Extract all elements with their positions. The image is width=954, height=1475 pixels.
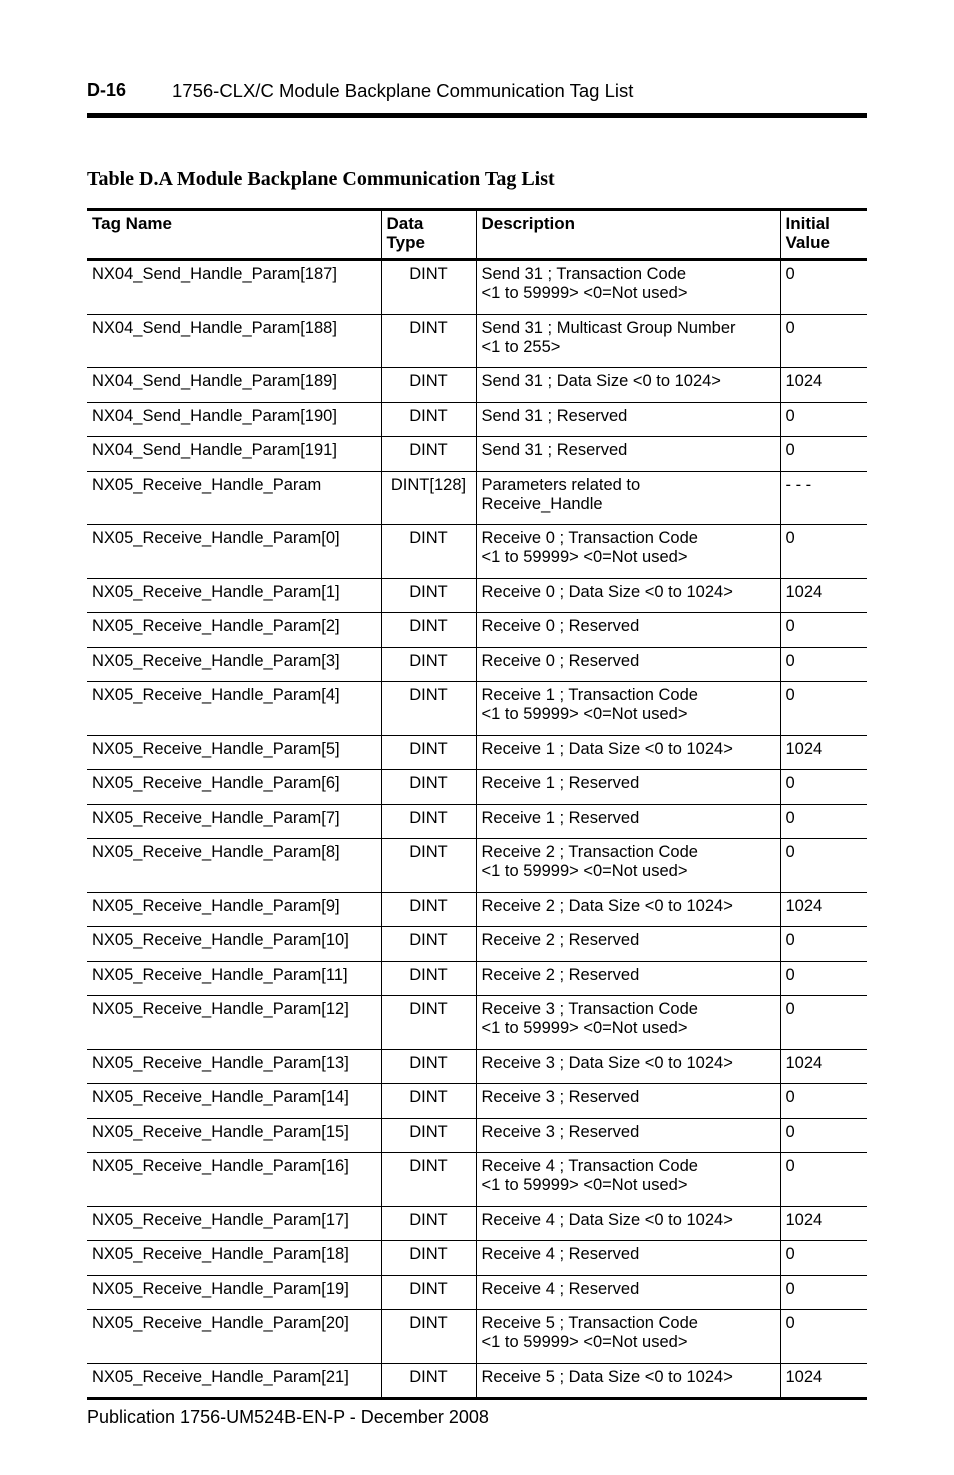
description-cell	[476, 961, 780, 996]
description-line: Receive 5 ; Transaction Code	[481, 1314, 698, 1332]
data-type-cell: DINT	[381, 368, 476, 403]
description-line: Receive 4 ; Reserved	[481, 1279, 640, 1298]
data-type-cell: DINT[128]	[381, 471, 476, 525]
description-cell	[476, 927, 780, 962]
table-row	[87, 437, 867, 472]
tag-name-cell: NX05_Receive_Handle_Param[11]	[87, 961, 381, 996]
table-row	[87, 927, 867, 962]
initial-value-cell: 0	[780, 402, 867, 437]
initial-value-cell: 0	[780, 770, 867, 805]
table-row	[87, 804, 867, 839]
description-line: Receive 3 ; Reserved	[481, 1088, 640, 1106]
tag-name-cell: NX05_Receive_Handle_Param[14]	[87, 1084, 381, 1119]
description-cell	[476, 1206, 780, 1241]
initial-value-cell: 1024	[780, 735, 867, 770]
data-type-cell: DINT	[381, 1275, 476, 1310]
description-line: Receive 2 ; Reserved	[481, 931, 640, 949]
initial-value-cell: 0	[780, 1153, 867, 1207]
table-row	[87, 1363, 867, 1399]
initial-value-cell: 0	[780, 961, 867, 996]
tag-name-cell: NX05_Receive_Handle_Param[13]	[87, 1049, 381, 1084]
data-type-cell: DINT	[381, 770, 476, 805]
description-line: <1 to 59999> <0=Not used>	[481, 1176, 688, 1194]
table-row	[87, 578, 867, 613]
table-row	[87, 1206, 867, 1241]
table-row	[87, 525, 867, 579]
initial-value-cell: 1024	[780, 892, 867, 927]
description-cell	[476, 437, 780, 472]
data-type-cell: DINT	[381, 735, 476, 770]
description-cell	[476, 1153, 780, 1207]
tag-name-cell: NX04_Send_Handle_Param[189]	[87, 368, 381, 403]
column-header-initial-value: Initial Value	[780, 210, 867, 260]
initial-value-cell: 0	[780, 682, 867, 736]
page-header	[87, 80, 867, 104]
description-cell	[476, 1084, 780, 1119]
table-row	[87, 1275, 867, 1310]
description-cell	[476, 613, 780, 648]
description-cell	[476, 1118, 780, 1153]
description-line: <1 to 59999> <0=Not used>	[481, 1333, 688, 1351]
table-row	[87, 839, 867, 893]
data-type-cell: DINT	[381, 437, 476, 472]
tag-list-table	[87, 208, 867, 1400]
description-line: <1 to 59999> <0=Not used>	[481, 548, 688, 566]
description-line: Receive 3 ; Reserved	[481, 1122, 640, 1141]
tag-name-cell: NX05_Receive_Handle_Param[2]	[87, 613, 381, 648]
tag-name-cell: NX04_Send_Handle_Param[191]	[87, 437, 381, 472]
initial-value-cell: - - -	[780, 471, 867, 525]
data-type-cell: DINT	[381, 314, 476, 368]
data-type-cell: DINT	[381, 1049, 476, 1084]
initial-value-cell: 1024	[780, 1363, 867, 1399]
tag-name-cell: NX04_Send_Handle_Param[188]	[87, 314, 381, 368]
data-type-cell: DINT	[381, 1084, 476, 1119]
description-line: Receive 0 ; Reserved	[481, 651, 640, 670]
initial-value-cell: 0	[780, 1084, 867, 1119]
table-row	[87, 647, 867, 682]
description-line: Receive_Handle	[481, 494, 603, 513]
description-cell	[476, 368, 780, 403]
tag-name-cell: NX05_Receive_Handle_Param[18]	[87, 1241, 381, 1276]
description-cell	[476, 1241, 780, 1276]
description-cell	[476, 1363, 780, 1399]
description-cell	[476, 1310, 780, 1364]
description-line: Receive 2 ; Transaction Code	[481, 843, 698, 861]
table-row	[87, 996, 867, 1050]
description-cell	[476, 402, 780, 437]
table-row	[87, 1084, 867, 1119]
table-row	[87, 314, 867, 368]
tag-name-cell: NX04_Send_Handle_Param[190]	[87, 402, 381, 437]
description-line: Send 31 ; Data Size <0 to 1024>	[481, 372, 721, 390]
description-cell	[476, 1049, 780, 1084]
table-row	[87, 368, 867, 403]
description-line: Receive 2 ; Data Size <0 to 1024>	[481, 896, 733, 915]
initial-value-cell: 0	[780, 525, 867, 579]
description-line: Receive 0 ; Transaction Code	[481, 529, 698, 547]
tag-name-cell: NX05_Receive_Handle_Param[12]	[87, 996, 381, 1050]
description-cell	[476, 578, 780, 613]
description-cell	[476, 260, 780, 315]
description-cell	[476, 892, 780, 927]
column-header-description: Description	[476, 210, 780, 260]
tag-name-cell: NX04_Send_Handle_Param[187]	[87, 260, 381, 315]
initial-value-cell: 0	[780, 260, 867, 315]
data-type-cell: DINT	[381, 613, 476, 648]
initial-value-cell: 1024	[780, 1206, 867, 1241]
description-cell	[476, 735, 780, 770]
data-type-cell: DINT	[381, 1153, 476, 1207]
table-row	[87, 613, 867, 648]
publication-footer: Publication 1756-UM524B-EN-P - December 2008	[87, 1407, 489, 1427]
table-caption: Table D.A Module Backplane Communication Tag List	[87, 168, 555, 190]
data-type-cell: DINT	[381, 892, 476, 927]
description-cell	[476, 647, 780, 682]
description-line: Receive 2 ; Reserved	[481, 965, 640, 984]
description-line: Send 31 ; Reserved	[481, 441, 628, 459]
description-cell	[476, 471, 780, 525]
description-line: Send 31 ; Transaction Code	[481, 265, 687, 283]
data-type-cell: DINT	[381, 1310, 476, 1364]
column-header-tag-name: Tag Name	[87, 210, 381, 260]
data-type-cell: DINT	[381, 804, 476, 839]
tag-name-cell: NX05_Receive_Handle_Param	[87, 471, 381, 525]
data-type-cell: DINT	[381, 525, 476, 579]
table-row	[87, 682, 867, 736]
tag-name-cell: NX05_Receive_Handle_Param[6]	[87, 770, 381, 805]
running-header-title: 1756-CLX/C Module Backplane Communication Tag List	[172, 80, 634, 101]
data-type-cell: DINT	[381, 996, 476, 1050]
initial-value-cell: 0	[780, 804, 867, 839]
tag-name-cell: NX05_Receive_Handle_Param[17]	[87, 1206, 381, 1241]
initial-value-cell: 0	[780, 927, 867, 962]
table-row	[87, 892, 867, 927]
description-line: Receive 3 ; Transaction Code	[481, 1000, 698, 1018]
tag-name-cell: NX05_Receive_Handle_Param[15]	[87, 1118, 381, 1153]
data-type-cell: DINT	[381, 1206, 476, 1241]
table-row	[87, 1241, 867, 1276]
description-cell	[476, 314, 780, 368]
description-line: <1 to 59999> <0=Not used>	[481, 284, 688, 302]
description-cell	[476, 996, 780, 1050]
description-line: Receive 1 ; Reserved	[481, 774, 640, 792]
tag-name-cell: NX05_Receive_Handle_Param[16]	[87, 1153, 381, 1207]
tag-name-cell: NX05_Receive_Handle_Param[5]	[87, 735, 381, 770]
description-line: Receive 1 ; Data Size <0 to 1024>	[481, 739, 733, 758]
description-cell	[476, 525, 780, 579]
data-type-cell: DINT	[381, 260, 476, 315]
initial-value-cell: 0	[780, 1310, 867, 1364]
description-cell	[476, 1275, 780, 1310]
data-type-cell: DINT	[381, 1363, 476, 1399]
data-type-cell: DINT	[381, 839, 476, 893]
data-type-cell: DINT	[381, 1118, 476, 1153]
description-line: Receive 0 ; Data Size <0 to 1024>	[481, 582, 733, 601]
description-line: Receive 4 ; Transaction Code	[481, 1157, 698, 1175]
table-row	[87, 260, 867, 315]
description-line: <1 to 59999> <0=Not used>	[481, 705, 688, 723]
tag-name-cell: NX05_Receive_Handle_Param[1]	[87, 578, 381, 613]
description-line: Receive 3 ; Data Size <0 to 1024>	[481, 1053, 733, 1072]
description-cell	[476, 804, 780, 839]
table-row	[87, 471, 867, 525]
table-row	[87, 1310, 867, 1364]
tag-name-cell: NX05_Receive_Handle_Param[8]	[87, 839, 381, 893]
data-type-cell: DINT	[381, 1241, 476, 1276]
initial-value-cell: 1024	[780, 368, 867, 403]
description-line: <1 to 255>	[481, 337, 561, 356]
tag-name-cell: NX05_Receive_Handle_Param[7]	[87, 804, 381, 839]
tag-name-cell: NX05_Receive_Handle_Param[9]	[87, 892, 381, 927]
description-cell	[476, 770, 780, 805]
tag-name-cell: NX05_Receive_Handle_Param[10]	[87, 927, 381, 962]
initial-value-cell: 0	[780, 1275, 867, 1310]
data-type-cell: DINT	[381, 647, 476, 682]
data-type-cell: DINT	[381, 402, 476, 437]
description-line: Receive 4 ; Reserved	[481, 1245, 640, 1263]
initial-value-cell: 0	[780, 1241, 867, 1276]
initial-value-cell: 0	[780, 996, 867, 1050]
data-type-cell: DINT	[381, 682, 476, 736]
description-line: Receive 1 ; Reserved	[481, 808, 640, 827]
tag-name-cell: NX05_Receive_Handle_Param[3]	[87, 647, 381, 682]
initial-value-cell: 0	[780, 613, 867, 648]
description-line: Send 31 ; Multicast Group Number	[481, 318, 736, 337]
tag-name-cell: NX05_Receive_Handle_Param[20]	[87, 1310, 381, 1364]
description-line: Send 31 ; Reserved	[481, 406, 628, 425]
initial-value-cell: 0	[780, 314, 867, 368]
description-line: Parameters related to	[481, 475, 641, 494]
table-row	[87, 402, 867, 437]
description-line: <1 to 59999> <0=Not used>	[481, 862, 688, 880]
data-type-cell: DINT	[381, 927, 476, 962]
column-header-data-type: Data Type	[381, 210, 476, 260]
page-number: D-16	[87, 80, 127, 100]
initial-value-cell: 1024	[780, 1049, 867, 1084]
table-header-row	[87, 210, 867, 260]
header-rule	[87, 113, 867, 118]
initial-value-cell: 0	[780, 1118, 867, 1153]
initial-value-cell: 0	[780, 437, 867, 472]
initial-value-cell: 1024	[780, 578, 867, 613]
data-type-cell: DINT	[381, 961, 476, 996]
data-type-cell: DINT	[381, 578, 476, 613]
table-row	[87, 1153, 867, 1207]
description-line: <1 to 59999> <0=Not used>	[481, 1019, 688, 1037]
tag-name-cell: NX05_Receive_Handle_Param[21]	[87, 1363, 381, 1399]
table-row	[87, 961, 867, 996]
table-row	[87, 1049, 867, 1084]
description-line: Receive 5 ; Data Size <0 to 1024>	[481, 1367, 733, 1386]
tag-name-cell: NX05_Receive_Handle_Param[19]	[87, 1275, 381, 1310]
table-body	[87, 260, 867, 1399]
description-line: Receive 1 ; Transaction Code	[481, 686, 698, 704]
description-line: Receive 0 ; Reserved	[481, 617, 640, 635]
description-line: Receive 4 ; Data Size <0 to 1024>	[481, 1210, 733, 1229]
tag-name-cell: NX05_Receive_Handle_Param[4]	[87, 682, 381, 736]
initial-value-cell: 0	[780, 647, 867, 682]
description-cell	[476, 682, 780, 736]
table-row	[87, 735, 867, 770]
initial-value-cell: 0	[780, 839, 867, 893]
description-cell	[476, 839, 780, 893]
tag-name-cell: NX05_Receive_Handle_Param[0]	[87, 525, 381, 579]
table-row	[87, 1118, 867, 1153]
table-row	[87, 770, 867, 805]
